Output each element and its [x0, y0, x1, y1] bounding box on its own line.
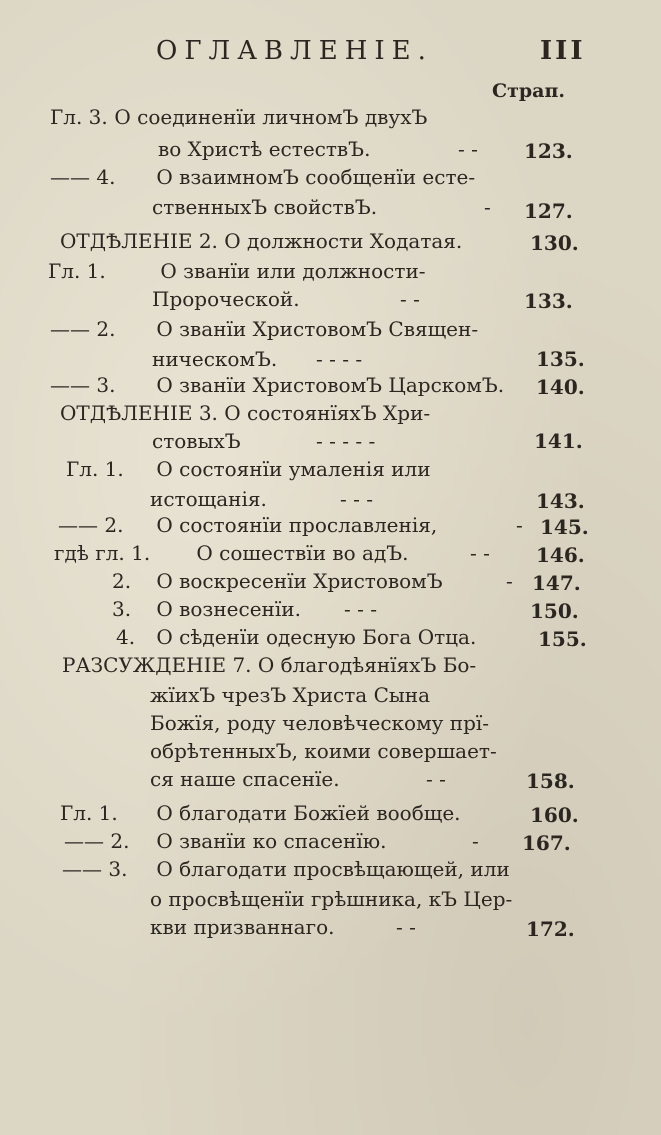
entry-text: во Христѣ естествЪ.: [158, 137, 371, 161]
toc-line: [152, 284, 300, 314]
entry-text: о просвѣщенїи грѣшника, кЪ Цер-: [150, 887, 513, 911]
toc-line: [54, 538, 409, 568]
chapter-label: 2.: [112, 569, 132, 593]
entry-text: О званїи ХристовомЪ ЦарскомЪ.: [156, 373, 505, 397]
chapter-label: 4.: [116, 625, 136, 649]
entry-text: О состоянїи прославленія,: [156, 513, 438, 537]
toc-line: [50, 370, 504, 400]
toc-line: [112, 594, 301, 624]
leader-dots: -: [472, 829, 479, 853]
section-heading: [62, 650, 476, 680]
toc-line: [50, 314, 478, 344]
leader-dots: - - - -: [316, 347, 363, 371]
page-number: 145.: [540, 515, 589, 539]
leader-dots: - - -: [340, 487, 373, 511]
leader-dots: - - - - -: [316, 429, 376, 453]
entry-text: жїихЪ чрезЪ Христа Сына: [150, 683, 431, 707]
entry-text: О сѣденїи одесную Бога Отца.: [156, 625, 477, 649]
entry-text: О вознесенїи.: [156, 597, 301, 621]
chapter-label: Гл. 3.: [50, 105, 108, 129]
entry-text: ОТДѢЛЕНІЕ 2. О должности Ходатая.: [60, 229, 463, 253]
page-number: 140.: [536, 375, 585, 399]
toc-line: [150, 912, 334, 942]
toc-line: [64, 826, 387, 856]
entry-text: О званїи ко спасенїю.: [156, 829, 387, 853]
chapter-label: 3.: [112, 597, 132, 621]
toc-line: [150, 736, 497, 766]
page-number: 135.: [536, 347, 585, 371]
toc-line: [150, 708, 489, 738]
toc-line: [116, 622, 476, 652]
entry-text: О сошествїи во адЪ.: [196, 541, 409, 565]
toc-line: [62, 854, 510, 884]
toc-line: [150, 764, 340, 794]
chapter-label: Гл. 1.: [66, 457, 124, 481]
section-heading: [60, 226, 462, 256]
page-number: 141.: [534, 429, 583, 453]
entry-text: О званїи или должности-: [160, 259, 426, 283]
page-column-label: Страп.: [492, 80, 566, 102]
header-page-number: III: [540, 36, 586, 66]
page-number: 133.: [524, 289, 573, 313]
leader-dots: - -: [470, 541, 490, 565]
entry-text: О воскресенїи ХристовомЪ: [156, 569, 443, 593]
toc-line: [60, 798, 461, 828]
entry-text: истощанія.: [150, 487, 267, 511]
entry-text: О состоянїи умаленія или: [156, 457, 431, 481]
entry-text: ся наше спасенїе.: [150, 767, 340, 791]
toc-line: [50, 102, 427, 132]
chapter-label: Гл. 1.: [48, 259, 106, 283]
chapter-label: —— 2.: [58, 513, 124, 537]
toc-line: [152, 192, 377, 222]
page-number: 127.: [524, 199, 573, 223]
chapter-label: —— 3.: [62, 857, 128, 881]
page-number: 130.: [530, 231, 579, 255]
entry-text: Божїя, роду человѣческому прї-: [150, 711, 490, 735]
page-number: 123.: [524, 139, 573, 163]
chapter-label: гдѣ гл. 1.: [54, 541, 151, 565]
toc-line: [152, 426, 241, 456]
leader-dots: - -: [396, 915, 416, 939]
page-number: 160.: [530, 803, 579, 827]
chapter-label: —— 2.: [64, 829, 130, 853]
page-number: 158.: [526, 769, 575, 793]
leader-dots: -: [516, 513, 523, 537]
leader-dots: -: [506, 569, 513, 593]
toc-line: [58, 510, 437, 540]
chapter-label: Гл. 1.: [60, 801, 118, 825]
leader-dots: -: [484, 195, 491, 219]
entry-text: Пророческой.: [152, 287, 300, 311]
toc-line: [150, 680, 522, 710]
page-number: 155.: [538, 627, 587, 651]
section-heading: [60, 398, 430, 428]
leader-dots: - -: [400, 287, 420, 311]
entry-text: ОТДѢЛЕНІЕ 3. О состоянїяхЪ Хри-: [60, 401, 431, 425]
toc-line: [112, 566, 443, 596]
entry-text: О соединенїи личномЪ двухЪ: [114, 105, 428, 129]
page-number: 147.: [532, 571, 581, 595]
leader-dots: - -: [458, 137, 478, 161]
toc-line: [50, 162, 475, 192]
page-number: 172.: [526, 917, 575, 941]
entry-text: кви призваннаго.: [150, 915, 335, 939]
toc-line: [158, 134, 370, 164]
entry-text: РАЗСУЖДЕНІЕ 7. О благодѣянїяхЪ Бо-: [62, 653, 477, 677]
running-header: [0, 36, 661, 72]
header-title: ОГЛАВЛЕНІЕ.: [156, 36, 433, 66]
chapter-label: —— 2.: [50, 317, 116, 341]
entry-text: ственныхЪ свойствЪ.: [152, 195, 378, 219]
chapter-label: —— 4.: [50, 165, 116, 189]
leader-dots: - - -: [344, 597, 377, 621]
entry-text: О званїи ХристовомЪ Священ-: [156, 317, 479, 341]
page-number: 167.: [522, 831, 571, 855]
leader-dots: - -: [426, 767, 446, 791]
page-number: 143.: [536, 489, 585, 513]
entry-text: О благодати просвѣщающей, или: [156, 857, 510, 881]
entry-text: стовыхЪ: [152, 429, 241, 453]
toc-line: [150, 884, 512, 914]
entry-text: ническомЪ.: [152, 347, 278, 371]
entry-text: обрѣтенныхЪ, коими совершает-: [150, 739, 497, 763]
toc-line: [48, 256, 426, 286]
page-number: 146.: [536, 543, 585, 567]
entry-text: О благодати Божїей вообще.: [156, 801, 461, 825]
chapter-label: —— 3.: [50, 373, 116, 397]
toc-line: [66, 454, 431, 484]
page-number: 150.: [530, 599, 579, 623]
entry-text: О взаимномЪ сообщенїи есте-: [156, 165, 476, 189]
